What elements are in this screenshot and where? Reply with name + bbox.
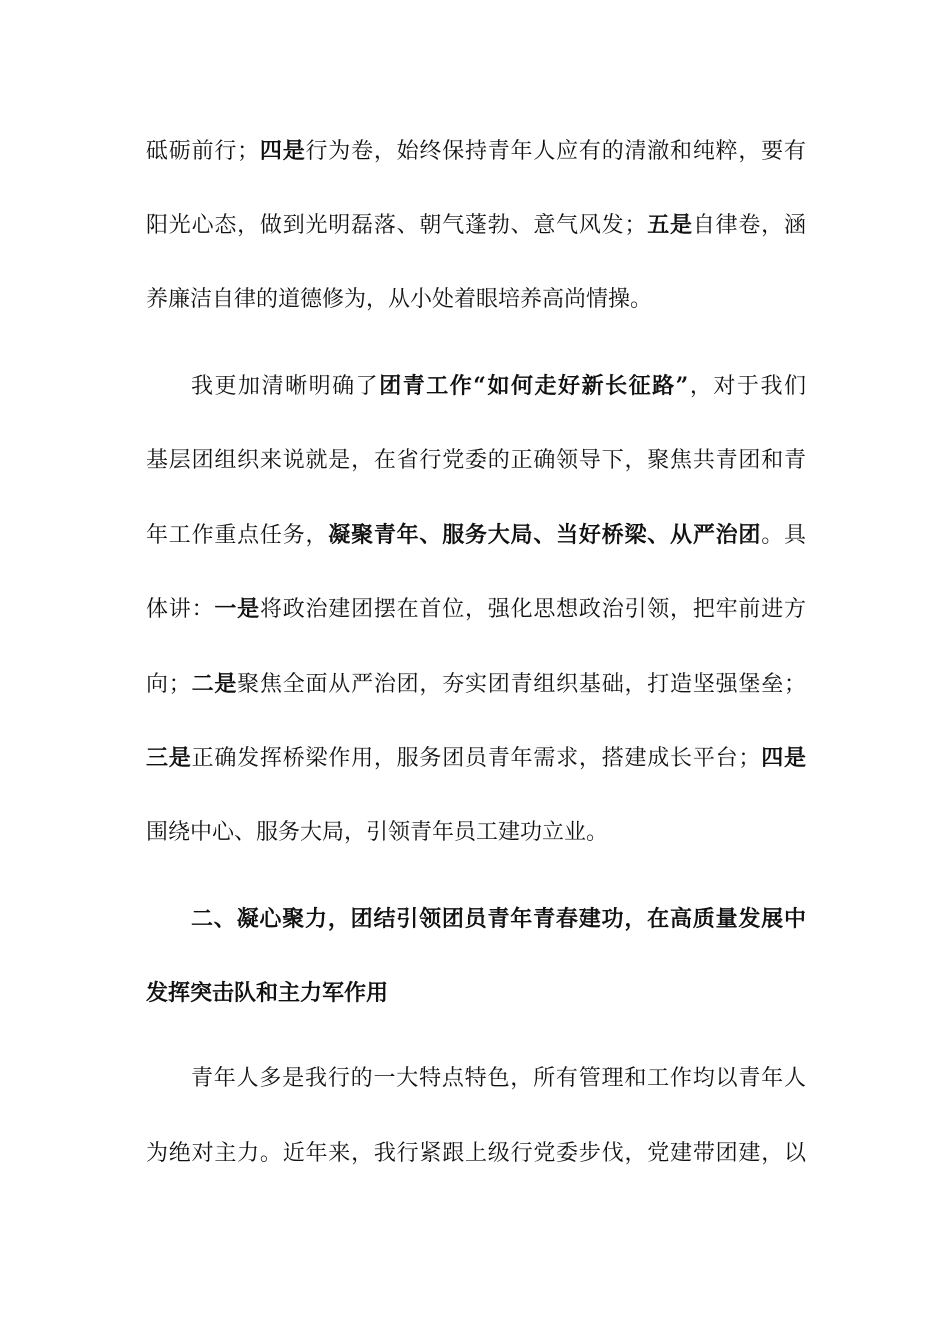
section-heading: 二、凝心聚力，团结引领团员青年青春建功，在高质量发展中	[191, 906, 806, 932]
text-line: 养廉洁自律的道德修为，从小处着眼培养高尚情操。	[146, 287, 653, 312]
section-heading: 发挥突击队和主力军作用	[146, 980, 389, 1006]
text-line: 阳光心态，做到光明磊落、朝气蓬勃、意气风发；五是自律卷，涵	[146, 212, 806, 238]
text-line: 我更加清晰明确了团青工作“如何走好新长征路”，对于我们	[191, 373, 806, 399]
text-line: 体讲：一是将政治建团摆在首位，强化思想政治引领，把牢前进方	[146, 596, 806, 622]
text-line: 向；二是聚焦全面从严治团，夯实团青组织基础，打造坚强堡垒；	[146, 671, 806, 697]
text-line: 砥砺前行；四是行为卷，始终保持青年人应有的清澈和纯粹，要有	[146, 138, 806, 164]
text-line: 为绝对主力。近年来，我行紧跟上级行党委步伐，党建带团建，以	[146, 1141, 806, 1166]
text-line: 青年人多是我行的一大特点特色，所有管理和工作均以青年人	[191, 1066, 806, 1091]
text-line: 基层团组织来说就是，在省行党委的正确领导下，聚焦共青团和青	[146, 448, 806, 473]
text-line: 三是正确发挥桥梁作用，服务团员青年需求，搭建成长平台；四是	[146, 745, 806, 771]
text-line: 年工作重点任务，凝聚青年、服务大局、当好桥梁、从严治团。具	[146, 522, 806, 548]
text-line: 围绕中心、服务大局，引领青年员工建功立业。	[146, 820, 609, 845]
